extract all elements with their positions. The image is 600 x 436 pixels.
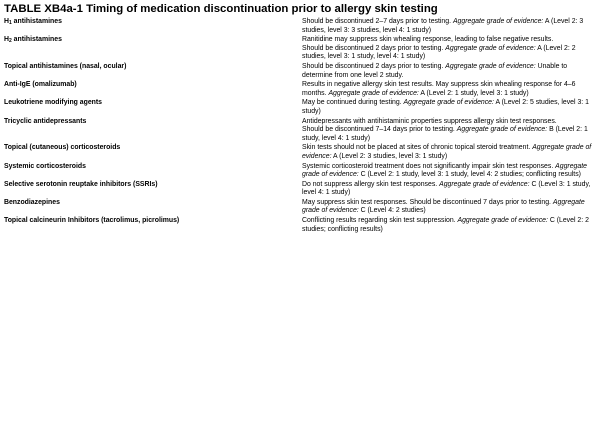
evidence-grade-value: A (Level 2: 1 study, level 3: 1 study) (418, 89, 529, 97)
medication-name (4, 63, 302, 72)
table-row (4, 217, 596, 234)
medication-name-text: Topical antihistamines (nasal, ocular) (4, 62, 127, 70)
recommendation-text: Antidepressants with antihistaminic properties suppress allergy skin test responses. (302, 117, 557, 125)
recommendation (302, 118, 596, 144)
recommendation (302, 144, 596, 161)
recommendation-paragraph (302, 126, 594, 143)
table-row (4, 81, 596, 98)
medication-name-subscript: 1 (8, 20, 12, 26)
medication-name-text: Topical (cutaneous) corticosteroids (4, 144, 121, 152)
recommendation-text: May suppress skin test responses. Should be discontinued 7 days prior to testing. (302, 198, 553, 206)
evidence-grade-value: A (Level 2: 5 studies, level 3: 1 study) (302, 99, 589, 115)
evidence-grade-value: A (Level 2: 3 studies, level 3: 1 study) (331, 152, 448, 160)
recommendation-text: May be continued during testing. (302, 99, 404, 107)
recommendation-paragraph (302, 99, 594, 116)
recommendation (302, 199, 596, 216)
medication-name (4, 81, 302, 90)
evidence-grade-value: C (Level 2: 1 study, level 3: 1 study, level 4: 2 studies; conflicting results) (358, 171, 581, 179)
recommendation (302, 217, 596, 234)
medication-name-text: H (4, 36, 9, 44)
recommendation-text: Conflicting results regarding skin test suppression. (302, 217, 458, 225)
recommendation-paragraph (302, 163, 594, 180)
recommendation-paragraph (302, 217, 594, 234)
medication-name-subscript: 2 (8, 38, 12, 45)
document-page (4, 3, 596, 235)
evidence-grade-label: Aggregate grade of evidence: (457, 217, 548, 225)
recommendation (302, 163, 596, 180)
recommendation-text: Ranitidine may suppress skin whealing response, leading to false negative results. (302, 36, 554, 44)
evidence-grade-value: C (Level 4: 2 studies) (358, 207, 426, 215)
table-row (4, 36, 596, 62)
medication-name-text: Selective serotonin reuptake inhibitors (SSRIs) (4, 180, 158, 188)
recommendation-paragraph (302, 118, 594, 127)
recommendation-text: Should be discontinued 2 days prior to testing. (302, 62, 446, 70)
recommendation (302, 181, 596, 198)
table-title: TABLE XB4a-1 Timing of medication discontinuation prior to allergy skin testing (4, 3, 438, 15)
table-row (4, 118, 596, 144)
table-row (4, 99, 596, 116)
table-row (4, 63, 596, 80)
evidence-grade-label: Aggregate grade of evidence: (302, 144, 592, 160)
evidence-grade-label: Aggregate grade of evidence: (445, 62, 536, 70)
evidence-grade-label: Aggregate grade of evidence: (456, 126, 548, 134)
evidence-grade-label: Aggregate grade of evidence: (302, 162, 587, 179)
medication-name-text: Benzodiazepines (4, 198, 60, 206)
recommendation (302, 18, 596, 35)
recommendation-text: Do not suppress allergy skin test responses. (302, 180, 440, 188)
recommendation-text: Systemic corticosteroid treatment does not significantly impair skin test responses. (302, 162, 556, 170)
medication-name (4, 99, 302, 108)
recommendation-paragraph (302, 181, 594, 198)
evidence-grade-value: A (Level 2: 3 studies, level 3: 3 studies, level 4: 1 study) (302, 18, 584, 34)
table-row (4, 181, 596, 198)
recommendation-paragraph (302, 63, 594, 80)
medication-name (4, 217, 302, 226)
medication-name-text: H (4, 18, 9, 25)
evidence-grade-label: Aggregate grade of evidence: (439, 180, 530, 188)
recommendation-paragraph (302, 81, 594, 98)
evidence-grade-value: B (Level 2: 1 study, level 4: 1 study) (302, 126, 588, 142)
medication-name (4, 118, 302, 127)
table-row (4, 18, 596, 35)
recommendation (302, 63, 596, 80)
medication-name (4, 181, 302, 190)
medication-name-text: Tricyclic antidepressants (4, 117, 87, 125)
medication-table (4, 18, 596, 234)
medication-name-text: Leukotriene modifying agents (4, 99, 103, 107)
recommendation-paragraph (302, 199, 594, 216)
medication-name-text: Anti-IgE (omalizumab) (4, 81, 77, 89)
evidence-grade-value: A (Level 2: 2 studies, level 3: 1 study, level 4: 1 study) (302, 44, 576, 61)
evidence-grade-label: Aggregate grade of evidence: (403, 99, 494, 107)
medication-name (4, 144, 302, 153)
table-row (4, 163, 596, 180)
recommendation-text: Results in negative allergy skin test results. May suppress skin whealing response for 4–6 months. (302, 81, 576, 97)
recommendation-paragraph (302, 18, 594, 35)
recommendation-text: Should be discontinued 2 days prior to testing. (302, 44, 446, 52)
evidence-grade-label: Aggregate grade of evidence: (452, 18, 544, 25)
recommendation-paragraph (302, 36, 594, 45)
recommendation (302, 99, 596, 116)
evidence-grade-label: Aggregate grade of evidence: (302, 198, 585, 215)
recommendation-text: Should be discontinued 2–7 days prior to testing. (302, 18, 453, 25)
table-row (4, 144, 596, 161)
medication-name (4, 36, 302, 45)
evidence-grade-value: C (Level 3: 1 study, level 4: 1 study) (302, 180, 591, 197)
recommendation-paragraph (302, 45, 594, 62)
medication-name-text: antihistamines (11, 18, 62, 25)
medication-name (4, 163, 302, 172)
recommendation-text: Skin tests should not be placed at sites of chronic topical steroid treatment. (302, 144, 533, 152)
evidence-grade-label: Aggregate grade of evidence: (445, 44, 536, 52)
medication-name-text: Systemic corticosteroids (4, 162, 86, 170)
evidence-grade-label: Aggregate grade of evidence: (328, 89, 419, 97)
recommendation-text: Should be discontinued 7–14 days prior to testing. (302, 126, 457, 134)
evidence-grade-value: C (Level 2: 2 studies; conflicting results) (302, 217, 589, 233)
recommendation-paragraph (302, 144, 594, 161)
evidence-grade-value: Unable to determine from one level 2 study. (302, 62, 568, 79)
medication-name (4, 199, 302, 208)
medication-name (4, 18, 302, 27)
recommendation (302, 81, 596, 98)
recommendation (302, 36, 596, 62)
medication-name-text: antihistamines (11, 36, 62, 44)
medication-name-text: Topical calcineurin Inhibitors (tacrolimus, picrolimus) (4, 217, 180, 225)
table-row (4, 199, 596, 216)
